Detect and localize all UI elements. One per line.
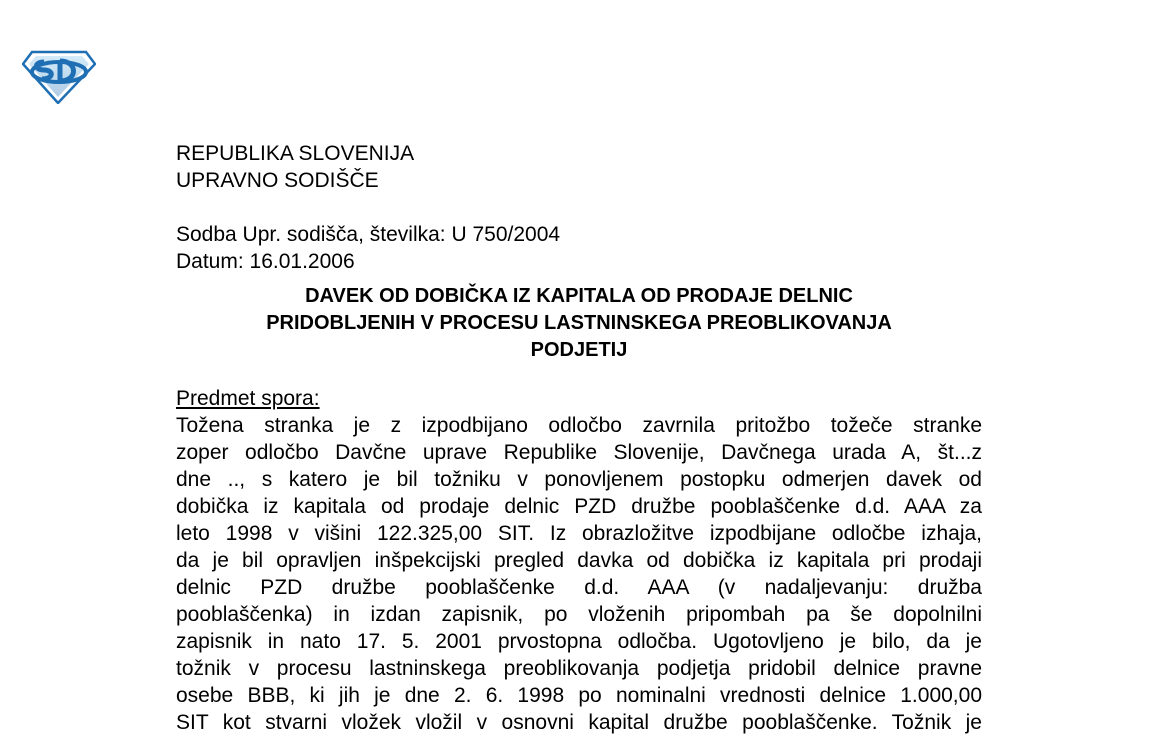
subject-heading: Predmet spora: (176, 387, 320, 410)
subject-section (176, 385, 982, 736)
case-number: Sodba Upr. sodišča, številka: U 750/2004 (176, 223, 561, 246)
paragraph-line: tožnik v procesu lastninskega preoblikovanja podjetja pridobil delnice pravne (176, 657, 982, 680)
paragraph-line: Tožena stranka je z izpodbijano odločbo zavrnila pritožbo tožeče stranke (176, 414, 982, 437)
court-heading: UPRAVNO SODIŠČE (176, 169, 379, 192)
shield-logo-icon (22, 48, 96, 104)
title-line-2: PRIDOBLJENIH V PROCESU LASTNINSKEGA PREOBLIKOVANJA (266, 312, 892, 334)
paragraph-line: dobička iz kapitala od prodaje delnic PZD družbe pooblaščenke d.d. AAA za (176, 495, 982, 518)
paragraph-line: osebe BBB, ki jih je dne 2. 6. 1998 po nominalni vrednosti delnice 1.000,00 (176, 684, 982, 707)
paragraph-line: delnic PZD družbe pooblaščenke d.d. AAA (v nadaljevanju: družba (176, 576, 982, 599)
paragraph-line: pooblaščenka) in izdan zapisnik, po vloženih pripombah pa še dopolnilni (176, 603, 982, 626)
paragraph-line: SIT kot stvarni vložek vložil v osnovni kapital družbe pooblaščenke. Tožnik je (176, 711, 982, 734)
title-line-3: PODJETIJ (530, 339, 628, 361)
paragraph-line: leto 1998 v višini 122.325,00 SIT. Iz obrazložitve izpodbijane odločbe izhaja, (176, 522, 982, 545)
case-date: Datum: 16.01.2006 (176, 250, 355, 273)
document-title (176, 283, 982, 364)
document-page (176, 140, 982, 736)
paragraph-line: zoper odločbo Davčne uprave Republike Slovenije, Davčnega urada A, št...z (176, 441, 982, 464)
paragraph-line: da je bil opravljen inšpekcijski pregled davka od dobička iz kapitala pri prodaji (176, 549, 982, 572)
paragraph-line: zapisnik in nato 17. 5. 2001 prvostopna odločba. Ugotovljeno je bilo, da je (176, 630, 982, 653)
country-heading: REPUBLIKA SLOVENIJA (176, 142, 415, 165)
paragraph-line: dne .., s katero je bil tožniku v ponovljenem postopku odmerjen davek od (176, 468, 982, 491)
title-line-1: DAVEK OD DOBIČKA IZ KAPITALA OD PRODAJE DELNIC (305, 285, 853, 307)
